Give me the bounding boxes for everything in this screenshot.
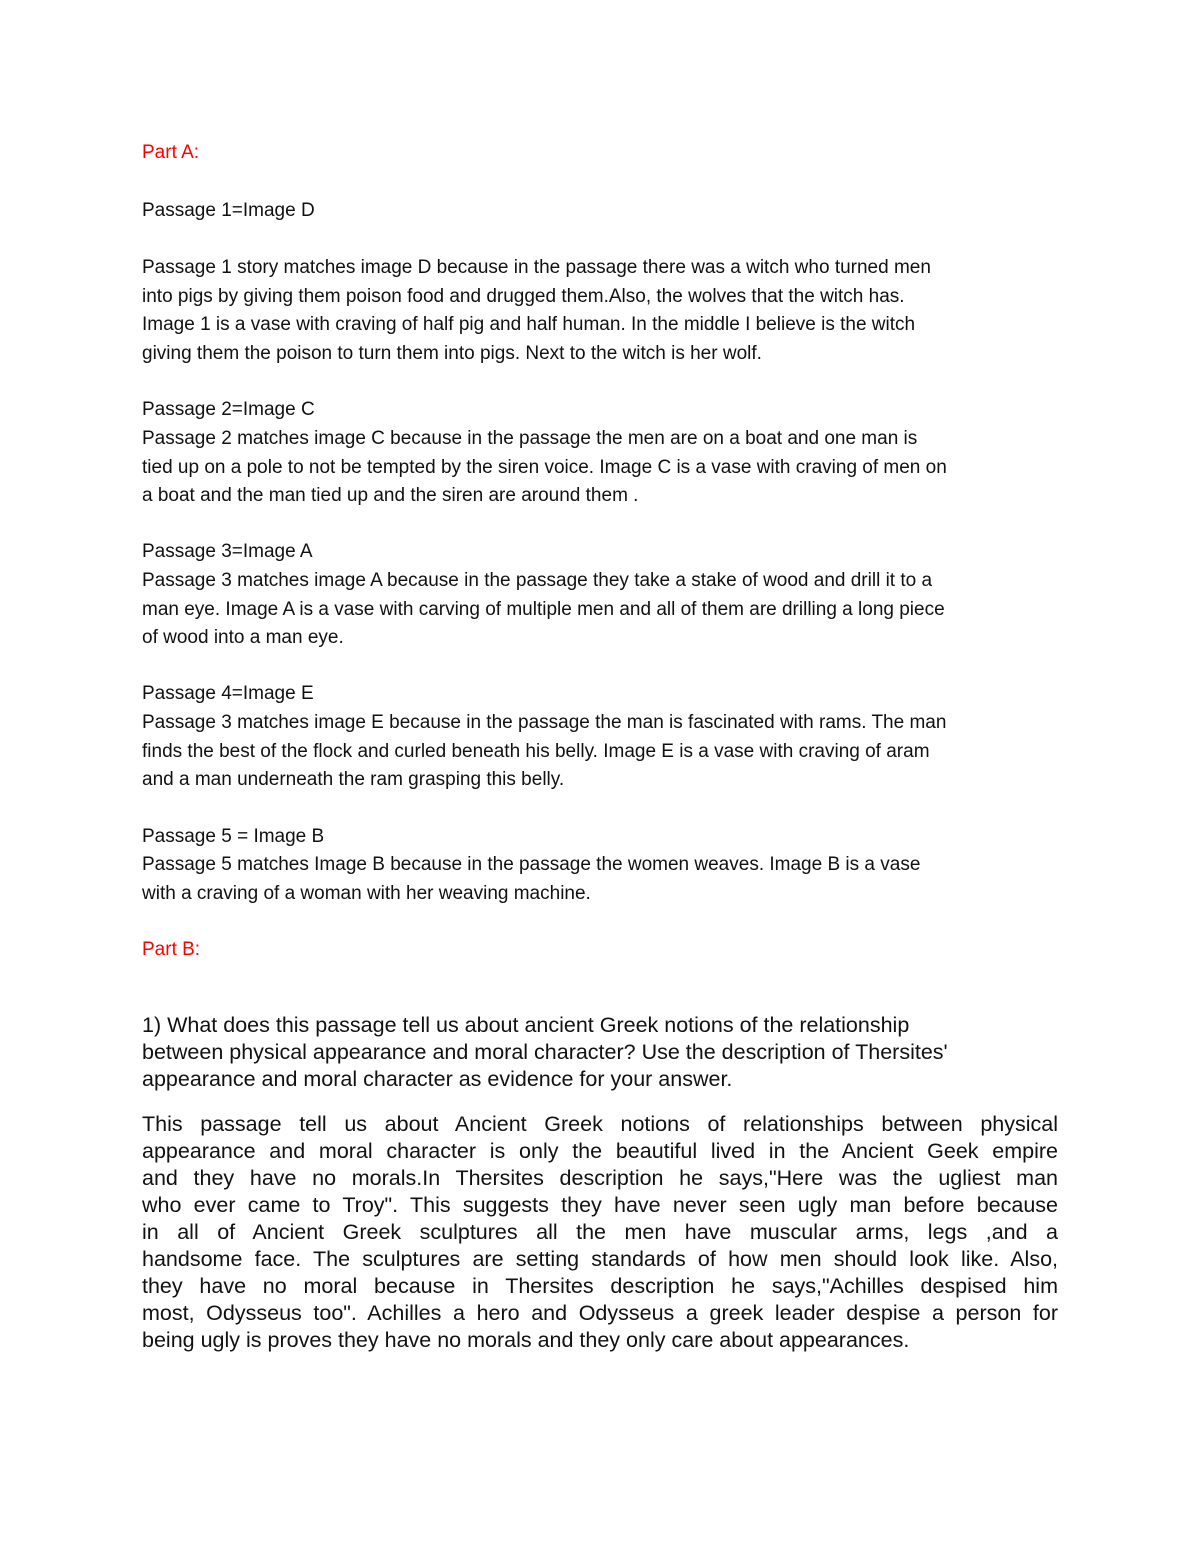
passage-3-title: Passage 3=Image A xyxy=(142,541,313,562)
document-page xyxy=(142,0,1058,1553)
passage-5-title: Passage 5 = Image B xyxy=(142,826,325,847)
passage-4-line: Passage 3 matches image E because in the passage the man is fascinated with rams. The man xyxy=(142,712,947,733)
passage-2-body xyxy=(142,425,1058,511)
passage-1-line: giving them the poison to turn them into pigs. Next to the witch is her wolf. xyxy=(142,342,762,364)
passage-4-line: and a man underneath the ram grasping this belly. xyxy=(142,769,565,790)
passage-3-line: Passage 3 matches image A because in the passage they take a stake of wood and drill it to a xyxy=(142,570,933,591)
part-a-heading: Part A: xyxy=(142,142,200,163)
passage-2-line: a boat and the man tied up and the siren are around them . xyxy=(142,485,639,506)
passage-1-title: Passage 1=Image D xyxy=(142,200,315,221)
part-b-question xyxy=(142,1012,1058,1093)
passage-4-line: finds the best of the flock and curled beneath his belly. Image E is a vase with craving of aram xyxy=(142,740,930,762)
passage-5-line: with a craving of a woman with her weaving machine. xyxy=(142,882,591,904)
passage-1-body xyxy=(142,254,1058,368)
answer-line: and they have no morals.In Thersites description he says,"Here was the ugliest man xyxy=(142,1166,1058,1190)
passage-5-body xyxy=(142,851,1058,908)
passage-5-line: Passage 5 matches Image B because in the passage the women weaves. Image B is a vase xyxy=(142,854,921,875)
question-line: between physical appearance and moral character? Use the description of Thersites' xyxy=(142,1040,948,1064)
passage-1-line: Passage 1 story matches image D because in the passage there was a witch who turned men xyxy=(142,257,931,278)
passage-2-title: Passage 2=Image C xyxy=(142,399,315,420)
answer-line: in all of Ancient Greek sculptures all the men have muscular arms, legs ,and a xyxy=(142,1220,1058,1244)
question-line: 1) What does this passage tell us about ancient Greek notions of the relationship xyxy=(142,1013,910,1037)
passage-2-line: tied up on a pole to not be tempted by the siren voice. Image C is a vase with craving of men on xyxy=(142,456,947,478)
answer-line: most, Odysseus too". Achilles a hero and Odysseus a greek leader despise a person for xyxy=(142,1301,1058,1325)
passage-4-title: Passage 4=Image E xyxy=(142,683,314,704)
passage-2-line: Passage 2 matches image C because in the passage the men are on a boat and one man is xyxy=(142,428,918,449)
answer-line: appearance and moral character is only the beautiful lived in the Ancient Geek empire xyxy=(142,1139,1058,1163)
passage-3-line: of wood into a man eye. xyxy=(142,627,344,648)
passage-3-line: man eye. Image A is a vase with carving of multiple men and all of them are drilling a long piece xyxy=(142,598,945,620)
passage-4-body xyxy=(142,709,1058,795)
passage-3-body xyxy=(142,567,1058,653)
answer-line: they have no moral because in Thersites description he says,"Achilles despised him xyxy=(142,1274,1058,1298)
question-line: appearance and moral character as evidence for your answer. xyxy=(142,1067,733,1091)
answer-line: This passage tell us about Ancient Greek notions of relationships between physical xyxy=(142,1112,1058,1136)
answer-line: being ugly is proves they have no morals and they only care about appearances. xyxy=(142,1328,910,1352)
passage-1-line: into pigs by giving them poison food and drugged them.Also, the wolves that the witch has. xyxy=(142,285,905,307)
part-b-heading: Part B: xyxy=(142,939,201,960)
answer-line: who ever came to Troy". This suggests they have never seen ugly man before because xyxy=(142,1193,1058,1217)
passage-1-line: Image 1 is a vase with craving of half pig and half human. In the middle I believe is the witch xyxy=(142,314,916,335)
answer-line: handsome face. The sculptures are setting standards of how men should look like. Also, xyxy=(142,1247,1058,1271)
part-b-answer xyxy=(142,1111,1058,1354)
